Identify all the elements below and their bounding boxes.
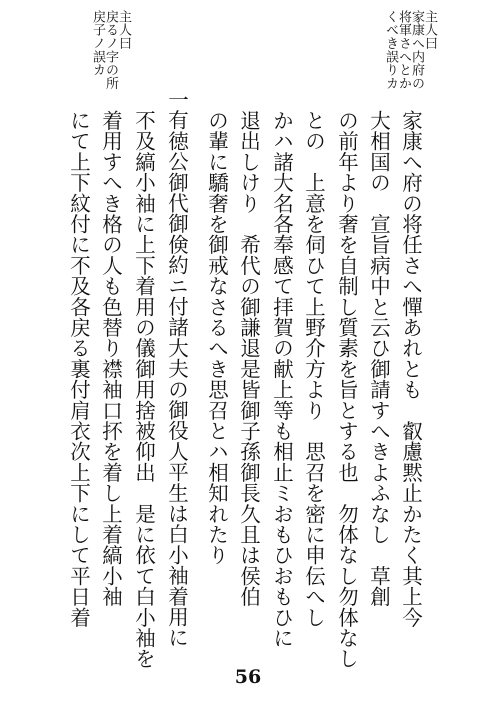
note-line: 戻子ノ誤カ [90,10,105,77]
text-column: 一有徳公御代御倹約ニ付諸大夫の御役人平生は白小袖着用に [164,89,189,648]
note-line: 戻るノ字の所 [103,10,118,90]
text-column: 家康へ府の将任さへ憚あれとも 叡慮黙止かたく其上今 [398,110,423,628]
text-column: 着用すへき格の人も色替り襟袖口抔を着し上着縞小袖 [98,110,123,607]
note-line: 将軍さへとか [396,10,411,90]
text-column: との 上意を伺ひて上野介方より 思召を密に申伝へし [301,110,326,628]
note-line: 家康へ内府の [409,10,424,90]
page-number: 56 [234,666,262,688]
text-column: 大相国の 宣旨病中と云ひ御請すへきよふなし 草創 [366,110,391,607]
annotation-note-2 [91,10,130,90]
text-column: の前年より奢を自制し質素を旨とする也 勿体なし勿体なし [334,110,359,669]
text-column: 退出しけり 希代の御謙退是皆御子孫御長久且は侯伯 [236,110,261,607]
text-column: かハ諸大名各奉感て拝賀の献上等も相止ミおもひおもひに [269,110,294,649]
text-column: の輩に驕奢を御戒なさるへき思召とハ相知れたり [204,110,229,566]
note-line: 主人曰 [116,10,131,50]
annotation-note-1 [384,10,436,90]
note-line: 主人曰 [422,10,437,50]
text-column: 不及縞小袖に上下着用の儀御用捨被仰出 是に依て白小袖を [131,110,156,669]
note-line: くべき誤りカ [383,10,398,90]
text-column: にて上下紋付に不及各戻る裏付肩衣次上下にして平日着 [66,110,91,628]
